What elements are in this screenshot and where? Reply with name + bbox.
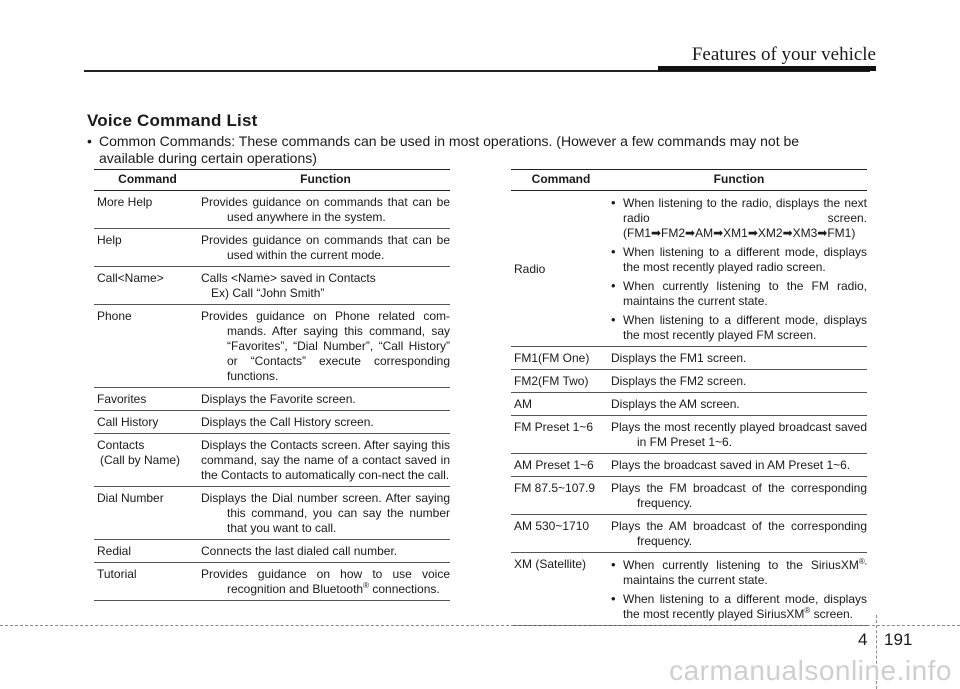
- function-example: Ex) Call “John Smith”: [211, 286, 325, 300]
- table-row: [94, 563, 450, 601]
- function-cell: [611, 477, 867, 515]
- bullet-icon: •: [611, 591, 616, 606]
- column-header-function: Function: [611, 170, 867, 191]
- command-cell: More Help: [94, 191, 201, 229]
- table-row: [94, 229, 450, 267]
- chapter-number: 4: [858, 630, 868, 649]
- function-text: Plays the AM broadcast of the corresponding frequency.: [611, 519, 867, 548]
- page-header-title: Features of your vehicle: [691, 44, 876, 65]
- table-row: [94, 267, 450, 305]
- function-bullet: [611, 195, 867, 241]
- bullet-icon: •: [87, 133, 92, 149]
- command-cell: AM: [511, 393, 611, 416]
- bullet-text: When listening to the radio, displays the next radio screen. (FM1➡FM2➡AM➡XM1➡XM2➡XM3➡FM1): [623, 196, 867, 240]
- function-cell: [611, 515, 867, 553]
- function-bullet: [611, 591, 867, 622]
- command-cell: XM (Satellite): [511, 553, 611, 626]
- table-row: [94, 411, 450, 434]
- intro-line-1: Common Commands: These commands can be used in most operations. (However a few commands may not be: [99, 133, 800, 149]
- function-cell: Displays the Contacts screen. After saying this command, say the name of a contact saved in the Contacts to automatically con-nect the call.: [201, 434, 450, 487]
- command-cell: [94, 434, 201, 487]
- command-cell: FM1(FM One): [511, 347, 611, 370]
- function-bullet: [611, 557, 867, 588]
- table-row: [94, 434, 450, 487]
- bullet-text: When listening to a different mode, displays the most recently played radio screen.: [623, 245, 867, 274]
- table-row: [94, 540, 450, 563]
- table-row: [94, 191, 450, 229]
- command-cell: AM Preset 1~6: [511, 454, 611, 477]
- table-row: [511, 515, 867, 553]
- table-header-row: [511, 170, 867, 191]
- function-cell: Displays the FM2 screen.: [611, 370, 867, 393]
- function-cell: Displays the Favorite screen.: [201, 388, 450, 411]
- table-header-row: [94, 170, 450, 191]
- bullet-text: When listening to a different mode, displays the most recently played FM screen.: [623, 313, 867, 342]
- function-cell: [201, 267, 450, 305]
- column-header-command: Command: [94, 170, 201, 191]
- function-text: Provides guidance on Phone related com-mands. After saying this command, say “Favorites”, “Dial Number”, “Call History” or “Contacts” execute corresponding functions.: [201, 309, 450, 383]
- bullet-text-end: screen.: [810, 607, 853, 621]
- page-number: 191: [884, 630, 913, 649]
- column-header-function: Function: [201, 170, 450, 191]
- table-row: [94, 388, 450, 411]
- command-subtext: (Call by Name): [100, 453, 181, 467]
- function-text: Displays the Dial number screen. After saying this command, you can say the number that you want to call.: [201, 491, 450, 535]
- function-text-end: connections.: [369, 582, 440, 596]
- function-cell: [611, 553, 867, 626]
- bullet-icon: •: [611, 557, 616, 572]
- bullet-text: When currently listening to the SiriusXM: [623, 558, 859, 572]
- command-cell: FM Preset 1~6: [511, 416, 611, 454]
- command-cell: AM 530~1710: [511, 515, 611, 553]
- command-cell: Tutorial: [94, 563, 201, 601]
- registered-mark: ®: [363, 581, 370, 590]
- function-cell: Displays the FM1 screen.: [611, 347, 867, 370]
- registered-mark: ®: [804, 606, 811, 615]
- bullet-text: When listening to a different mode, displays the most recently played SiriusXM: [623, 592, 867, 621]
- function-cell: [611, 191, 867, 347]
- table-row: [511, 553, 867, 626]
- function-cell: Connects the last dialed call number.: [201, 540, 450, 563]
- bullet-icon: •: [611, 195, 616, 210]
- function-bullet: [611, 278, 867, 309]
- function-cell: [201, 191, 450, 229]
- intro-line-2: available during certain operations): [99, 150, 317, 166]
- function-cell: [611, 416, 867, 454]
- command-cell: Phone: [94, 305, 201, 388]
- column-header-command: Command: [511, 170, 611, 191]
- radio-commands-table: [511, 169, 867, 626]
- function-bullet: [611, 244, 867, 275]
- bullet-icon: •: [611, 312, 616, 327]
- command-cell: FM2(FM Two): [511, 370, 611, 393]
- function-cell: [201, 563, 450, 601]
- bullet-icon: •: [611, 278, 616, 293]
- function-text: Plays the FM broadcast of the corresponding frequency.: [611, 481, 867, 510]
- command-cell: Call<Name>: [94, 267, 201, 305]
- function-text-main: Provides guidance on how to use voice recognition and Bluetooth: [201, 567, 450, 596]
- table-row: [511, 191, 867, 347]
- function-text: [201, 567, 450, 597]
- function-text: Provides guidance on commands that can be used anywhere in the system.: [201, 195, 450, 224]
- function-cell: [201, 487, 450, 540]
- footer-divider: [0, 625, 960, 626]
- function-text: Provides guidance on commands that can be used within the current mode.: [201, 233, 450, 262]
- header-accent-bar: [658, 66, 876, 71]
- bullet-icon: •: [611, 244, 616, 259]
- function-text: Calls <Name> saved in Contacts: [201, 271, 376, 285]
- watermark: carmanualsonline.info: [669, 655, 952, 686]
- table-row: [94, 487, 450, 540]
- function-cell: [201, 229, 450, 267]
- registered-mark: ®,: [858, 557, 867, 566]
- section-title: Voice Command List: [87, 111, 258, 130]
- command-cell: Call History: [94, 411, 201, 434]
- table-row: [511, 347, 867, 370]
- function-cell: [201, 305, 450, 388]
- function-bullet: [611, 312, 867, 343]
- command-cell: Dial Number: [94, 487, 201, 540]
- function-text: Plays the most recently played broadcast saved in FM Preset 1~6.: [611, 420, 867, 449]
- command-cell: Redial: [94, 540, 201, 563]
- table-row: [511, 477, 867, 515]
- command-cell: Radio: [511, 191, 611, 347]
- bullet-text-end: maintains the current state.: [623, 573, 768, 587]
- command-cell: Help: [94, 229, 201, 267]
- bullet-text: When currently listening to the FM radio, maintains the current state.: [623, 279, 867, 308]
- command-cell: FM 87.5~107.9: [511, 477, 611, 515]
- function-cell: Displays the AM screen.: [611, 393, 867, 416]
- common-commands-table: [94, 169, 450, 601]
- function-cell: Plays the broadcast saved in AM Preset 1~6.: [611, 454, 867, 477]
- function-cell: Displays the Call History screen.: [201, 411, 450, 434]
- table-row: [511, 370, 867, 393]
- table-row: [511, 393, 867, 416]
- table-row: [511, 416, 867, 454]
- table-row: [94, 305, 450, 388]
- command-cell: Favorites: [94, 388, 201, 411]
- command-text: Contacts: [97, 438, 145, 452]
- table-row: [511, 454, 867, 477]
- intro-paragraph: [87, 133, 877, 167]
